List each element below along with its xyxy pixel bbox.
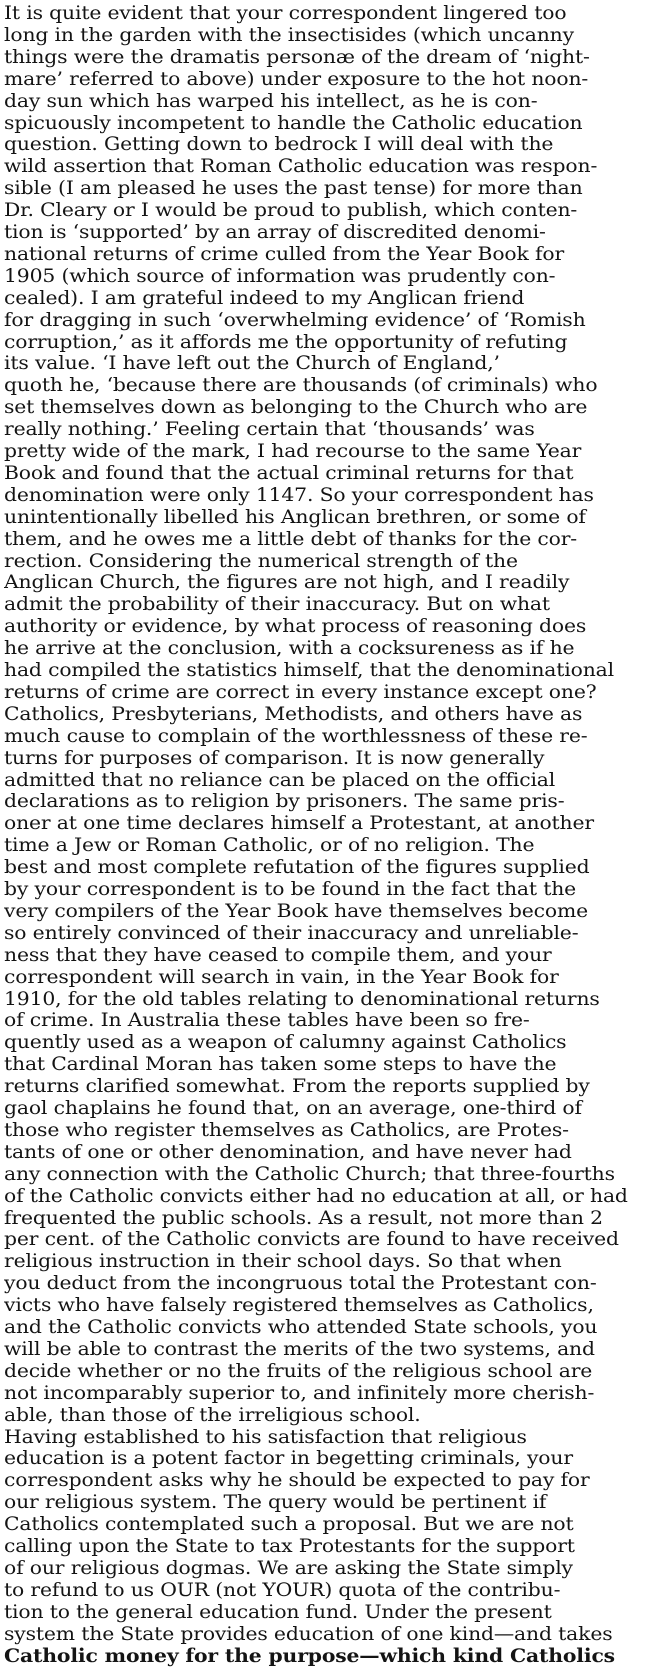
text-line: so entirely convinced of their inaccuracy and unreliable-	[4, 921, 579, 944]
text-line: denomination were only 1147. So your correspondent has	[4, 483, 594, 506]
text-line: frequented the public schools. As a result, not more than 2	[4, 1206, 603, 1229]
text-line: turns for purposes of comparison. It is now generally	[4, 746, 545, 769]
text-line: returns of crime are correct in every instance except one?	[4, 680, 597, 703]
text-line: things were the dramatis personæ of the dream of ‘night-	[4, 45, 590, 68]
text-line: education is a potent factor in begetting criminals, your	[4, 1447, 573, 1469]
text-line: best and most complete refutation of the figures supplied	[4, 856, 590, 878]
text-line: Catholics contemplated such a proposal. But we are not	[4, 1513, 574, 1535]
text-line: our religious system. The query would be pertinent if	[4, 1491, 547, 1513]
text-line: tants of one or other denomination, and have never had	[4, 1140, 572, 1163]
text-line: Anglican Church, the figures are not high, and I readily	[4, 571, 570, 593]
text-line: national returns of crime culled from the Year Book for	[4, 242, 565, 265]
text-line: any connection with the Catholic Church; that three-fourths	[4, 1162, 615, 1185]
text-line: declarations as to religion by prisoners. The same pris-	[4, 790, 565, 812]
text-line: much cause to complain of the worthlessness of these re-	[4, 724, 588, 747]
text-line: tion is ‘supported’ by an array of discredited denomi-	[4, 221, 546, 243]
text-line: Book and found that the actual criminal returns for that	[4, 461, 574, 484]
text-line: them, and he owes me a little debt of thanks for the cor-	[4, 527, 578, 550]
text-line: 1910, for the old tables relating to denominational returns	[4, 987, 600, 1010]
text-line: ness that they have ceased to compile them, and your	[4, 943, 552, 966]
text-line: correspondent asks why he should be expected to pay for	[4, 1469, 590, 1491]
text-line: system the State provides education of one kind—and takes	[4, 1622, 613, 1645]
text-line: he arrive at the conclusion, with a cocksureness as if he	[4, 637, 575, 659]
text-line: victs who have falsely registered themselves as Catholics,	[4, 1294, 594, 1316]
text-line: Catholic money for the purpose—which kind Catholics	[4, 1644, 615, 1667]
text-line: religious instruction in their school days. So that when	[4, 1250, 562, 1272]
text-line: its value. ‘I have left out the Church of England,’	[4, 352, 500, 374]
text-line: 1905 (which source of information was prudently con-	[4, 264, 556, 287]
text-line: long in the garden with the insectisides (which uncanny	[4, 23, 574, 46]
text-line: It is quite evident that your correspondent lingered too	[4, 2, 567, 24]
text-line: wild assertion that Roman Catholic education was respon-	[4, 155, 598, 177]
article-column	[4, 2, 668, 1670]
text-line: for dragging in such ‘overwhelming evidence’ of ‘Romish	[4, 308, 586, 331]
text-line: oner at one time declares himself a Protestant, at another	[4, 812, 594, 834]
text-line: correspondent will search in vain, in the Year Book for	[4, 965, 559, 988]
text-line: very compilers of the Year Book have themselves become	[4, 899, 588, 922]
text-line: of the Catholic convicts either had no education at all, or had	[4, 1184, 628, 1207]
text-line: that Cardinal Moran has taken some steps to have the	[4, 1053, 557, 1075]
text-line: authority or evidence, by what process of reasoning does	[4, 615, 587, 637]
text-line: not incomparably superior to, and infinitely more cherish-	[4, 1381, 595, 1404]
text-line: pretty wide of the mark, I had recourse to the same Year	[4, 440, 582, 462]
text-line: by your correspondent is to be found in the fact that the	[4, 878, 577, 900]
text-line: set themselves down as belonging to the Church who are	[4, 396, 588, 418]
text-line: day sun which has warped his intellect, as he is con-	[4, 89, 538, 112]
text-line: per cent. of the Catholic convicts are found to have received	[4, 1228, 619, 1250]
text-line: gaol chaplains he found that, on an average, one-third of	[4, 1097, 582, 1119]
text-line: those who register themselves as Catholics, are Protes-	[4, 1118, 569, 1141]
text-line: sible (I am pleased he uses the past tense) for more than	[4, 177, 583, 199]
text-line: calling upon the State to tax Protestants for the support	[4, 1535, 575, 1557]
text-line: spicuously incompetent to handle the Catholic education	[4, 111, 583, 134]
text-line: returns clarified somewhat. From the reports supplied by	[4, 1075, 590, 1097]
text-line: time a Jew or Roman Catholic, or of no religion. The	[4, 834, 535, 856]
text-line: and the Catholic convicts who attended State schools, you	[4, 1316, 598, 1338]
text-line: will be able to contrast the merits of the two systems, and	[4, 1337, 595, 1360]
text-line: able, than those of the irreligious school.	[4, 1403, 421, 1426]
text-line: of crime. In Australia these tables have been so fre-	[4, 1009, 530, 1031]
text-line: question. Getting down to bedrock I will deal with the	[4, 133, 554, 155]
text-line: quoth he, ‘because there are thousands (of criminals) who	[4, 374, 598, 396]
text-line: admit the probability of their inaccuracy. But on what	[4, 593, 550, 615]
text-line: cealed). I am grateful indeed to my Anglican friend	[4, 286, 525, 309]
text-line: really nothing.’ Feeling certain that ‘thousands’ was	[4, 418, 535, 440]
text-line: of our religious dogmas. We are asking the State simply	[4, 1556, 573, 1579]
text-line: tion to the general education fund. Under the present	[4, 1600, 552, 1623]
text-line: mare’ referred to above) under exposure to the hot noon-	[4, 67, 589, 90]
text-line: had compiled the statistics himself, that the denominational	[4, 659, 615, 681]
text-line: corruption,’ as it affords me the opportunity of refuting	[4, 330, 568, 353]
text-line: unintentionally libelled his Anglican brethren, or some of	[4, 505, 586, 528]
text-line: Dr. Cleary or I would be proud to publish, which conten-	[4, 199, 578, 221]
text-line: quently used as a weapon of calumny against Catholics	[4, 1031, 567, 1053]
text-line: Having established to his satisfaction that religious	[4, 1425, 527, 1448]
text-line: to refund to us OUR (not YOUR) quota of the contribu-	[4, 1578, 561, 1601]
text-line: decide whether or no the fruits of the religious school are	[4, 1359, 593, 1382]
text-line: rection. Considering the numerical strength of the	[4, 549, 518, 572]
text-line: Catholics, Presbyterians, Methodists, and others have as	[4, 702, 583, 725]
text-line: admitted that no reliance can be placed on the official	[4, 768, 556, 791]
text-line: you deduct from the incongruous total the Protestant con-	[4, 1272, 597, 1294]
